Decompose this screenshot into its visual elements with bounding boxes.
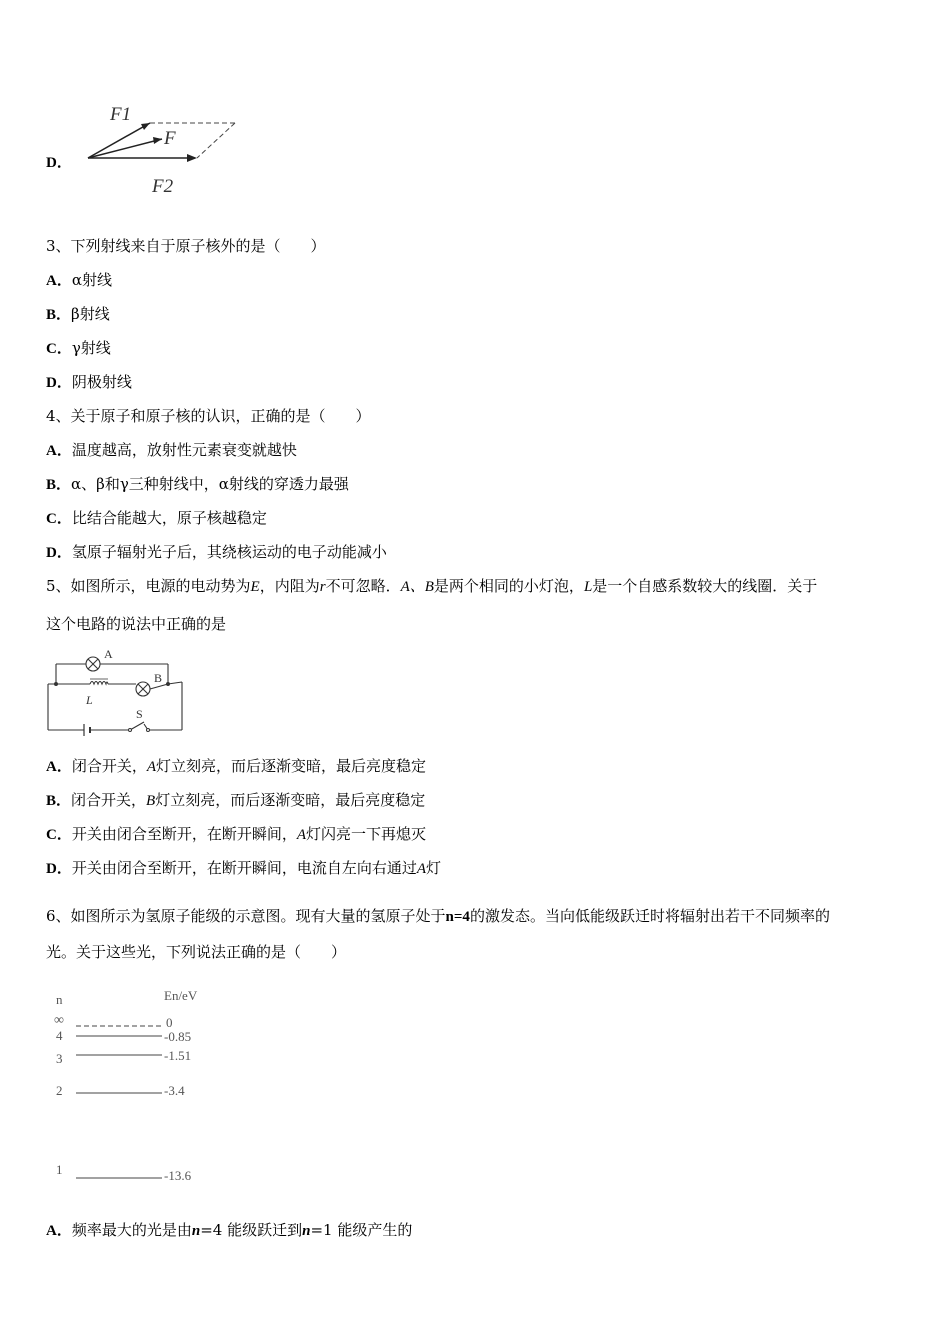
svg-text:En/eV: En/eV [164, 988, 198, 1003]
q3-stem: 3、下列射线来自于原子核外的是（ ） [46, 237, 326, 255]
q6-stem-line1: 6、如图所示为氢原子能级的示意图。现有大量的氢原子处于n=4的激发态。当向低能级跃迁时将辐射出若干不同频率的 [46, 907, 830, 925]
q6-stem-line2: 光。关于这些光，下列说法正确的是（ ） [46, 943, 347, 961]
svg-text:F2: F2 [152, 176, 174, 197]
energy-level-figure [52, 984, 212, 1193]
q5-option-c: C．开关由闭合至断开，在断开瞬间，A灯闪亮一下再熄灭 [46, 825, 427, 843]
q5-stem-line1: 5、如图所示，电源的电动势为E，内阻为r不可忽略．A、B是两个相同的小灯泡，L是一个自感系数较大的线圈．关于 [46, 577, 818, 595]
svg-text:F1: F1 [110, 104, 132, 125]
svg-text:S: S [136, 707, 143, 721]
svg-text:4: 4 [56, 1028, 63, 1043]
svg-text:-13.6: -13.6 [164, 1168, 192, 1183]
option-key: D． [46, 155, 72, 171]
svg-text:B: B [154, 671, 163, 685]
q3-option-d: D．阴极射线 [46, 373, 132, 391]
q6-option-a: A．频率最大的光是由n=4 能级跃迁到n=1 能级产生的 [46, 1221, 413, 1239]
circuit-diagram-icon [44, 646, 189, 736]
energy-level-diagram-icon [52, 984, 212, 1189]
svg-text:-0.85: -0.85 [164, 1029, 192, 1044]
svg-text:1: 1 [56, 1162, 63, 1177]
q5-option-d: D．开关由闭合至断开，在断开瞬间，电流自左向右通过A灯 [46, 859, 442, 877]
q4-stem: 4、关于原子和原子核的认识，正确的是（ ） [46, 407, 371, 425]
force-parallelogram-figure [80, 96, 250, 210]
svg-text:F: F [164, 128, 176, 149]
circuit-figure [44, 646, 189, 740]
svg-text:L: L [86, 693, 93, 707]
q5-option-a: A．闭合开关，A灯立刻亮，而后逐渐变暗，最后亮度稳定 [46, 757, 427, 775]
svg-text:A: A [104, 647, 113, 661]
q3-option-a: A．α射线 [46, 271, 112, 289]
svg-text:-1.51: -1.51 [164, 1048, 192, 1063]
svg-text:n: n [56, 992, 63, 1007]
q4-option-d: D．氢原子辐射光子后，其绕核运动的电子动能减小 [46, 543, 387, 561]
q4-option-b: B．α、β和γ三种射线中，α射线的穿透力最强 [46, 475, 349, 493]
svg-text:∞: ∞ [54, 1013, 64, 1028]
svg-text:2: 2 [56, 1083, 63, 1098]
q5-stem-line2: 这个电路的说法中正确的是 [46, 615, 227, 633]
q4-option-a: A．温度越高，放射性元素衰变就越快 [46, 441, 297, 459]
q5-option-b: B．闭合开关，B灯立刻亮，而后逐渐变暗，最后亮度稳定 [46, 791, 426, 809]
svg-text:0: 0 [166, 1015, 173, 1030]
q3-option-c: C．γ射线 [46, 339, 111, 357]
q3-option-b: B．β射线 [46, 305, 110, 323]
q4-option-c: C．比结合能越大，原子核越稳定 [46, 509, 267, 527]
svg-text:-3.4: -3.4 [164, 1083, 185, 1098]
force-diagram-icon [80, 96, 250, 206]
svg-text:3: 3 [56, 1051, 63, 1066]
q2-option-d [46, 152, 72, 173]
